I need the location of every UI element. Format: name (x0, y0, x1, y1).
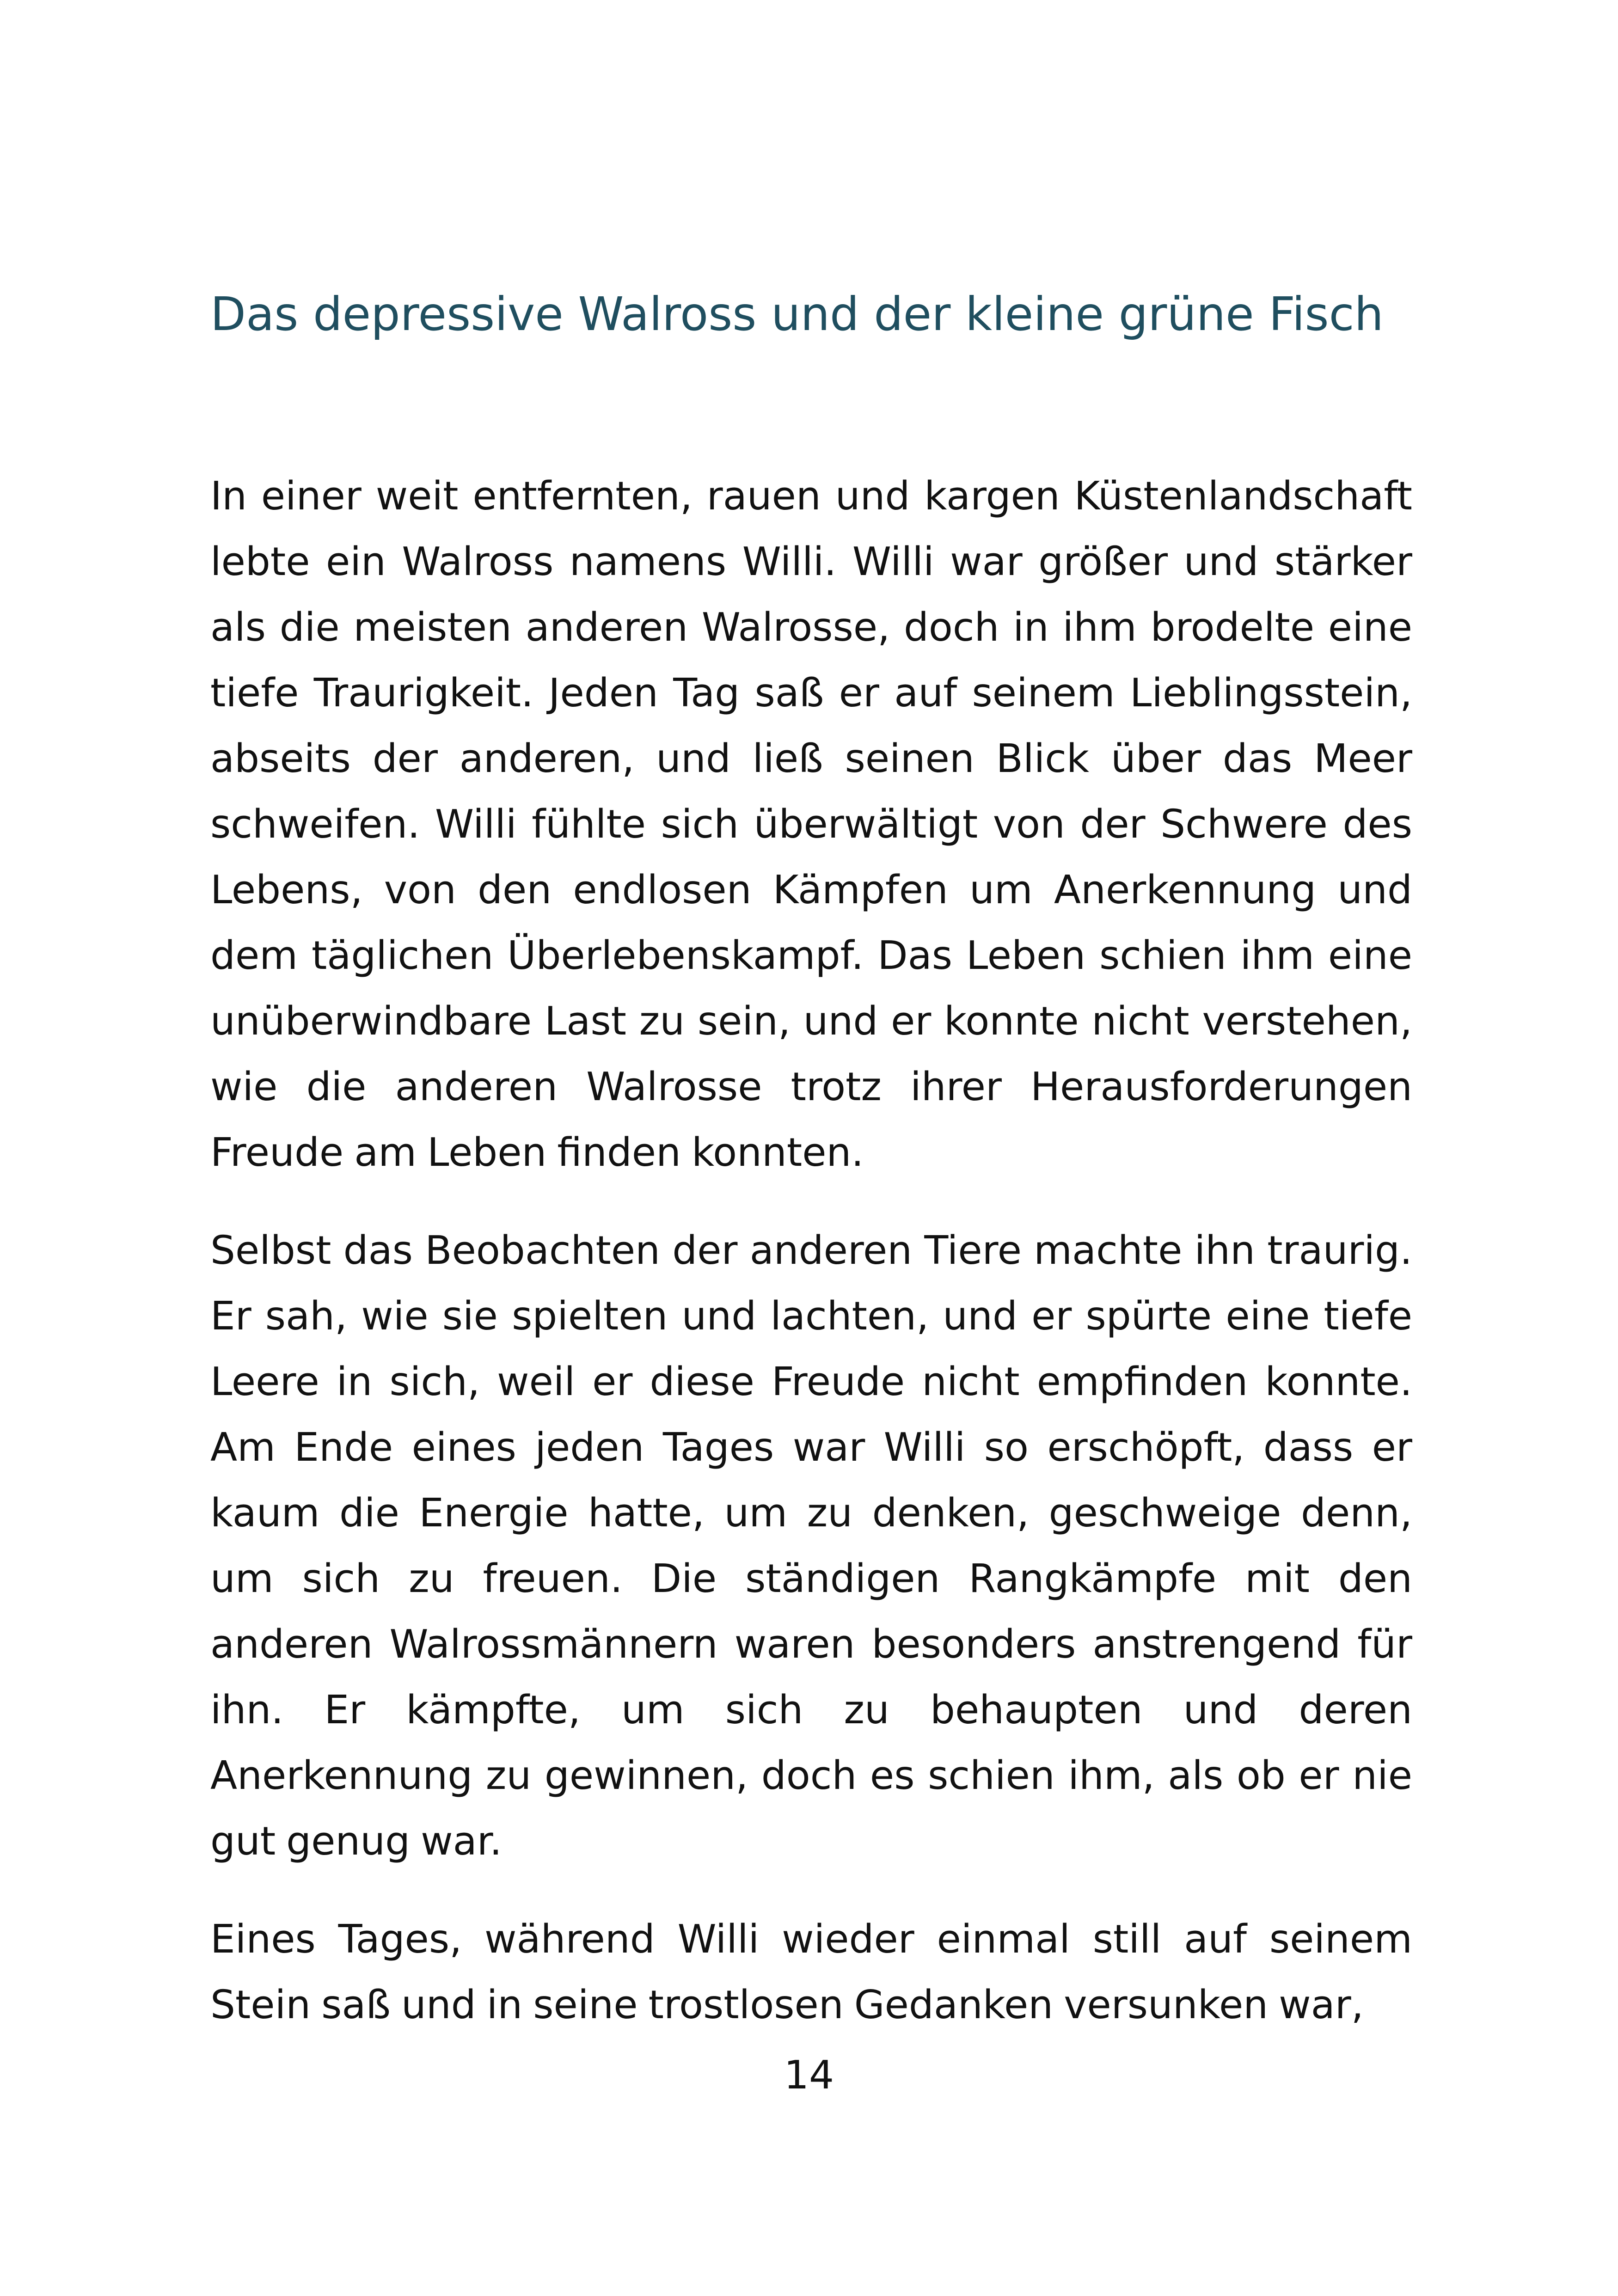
page-number: 14 (784, 2052, 834, 2098)
paragraph-1: In einer weit entfernten, rauen und kargen Küstenlandschaft lebte ein Walross namens Willi. Willi war größer und stärker als die meisten anderen Walrosse, doch in ihm brodelte eine tiefe Traurigkeit. Jeden Tag saß er auf seinem Lieblingsstein, abseits der anderen, und ließ seinen Blick über das Meer schweifen. Willi fühlte sich überwältigt von der Schwere des Lebens, von den endlosen Kämpfen um Anerkennung und dem täglichen Überlebenskampf. Das Leben schien ihm eine unüberwindbare Last zu sein, und er konnte nicht verstehen, wie die anderen Walrosse trotz ihrer Herausforderungen Freude am Leben finden konnten. (210, 473, 1412, 1176)
body-text (210, 464, 1412, 2070)
chapter-title: Das depressive Walross und der kleine grüne Fisch (210, 287, 1384, 341)
paragraph-2: Selbst das Beobachten der anderen Tiere machte ihn traurig. Er sah, wie sie spielten und lachten, und er spürte eine tiefe Leere in sich, weil er diese Freude nicht empfinden konnte. Am Ende eines jeden Tages war Willi so erschöpft, dass er kaum die Energie hatte, um zu denken, geschweige denn, um sich zu freuen. Die ständigen Rangkämpfe mit den anderen Walrossmännern waren besonders anstrengend für ihn. Er kämpfte, um sich zu behaupten und deren Anerkennung zu gewinnen, doch es schien ihm, als ob er nie gut genug war. (210, 1228, 1412, 1864)
paragraph-3: Eines Tages, während Willi wieder einmal still auf seinem Stein saß und in seine trostlosen Gedanken versunken war, (210, 1916, 1412, 2028)
